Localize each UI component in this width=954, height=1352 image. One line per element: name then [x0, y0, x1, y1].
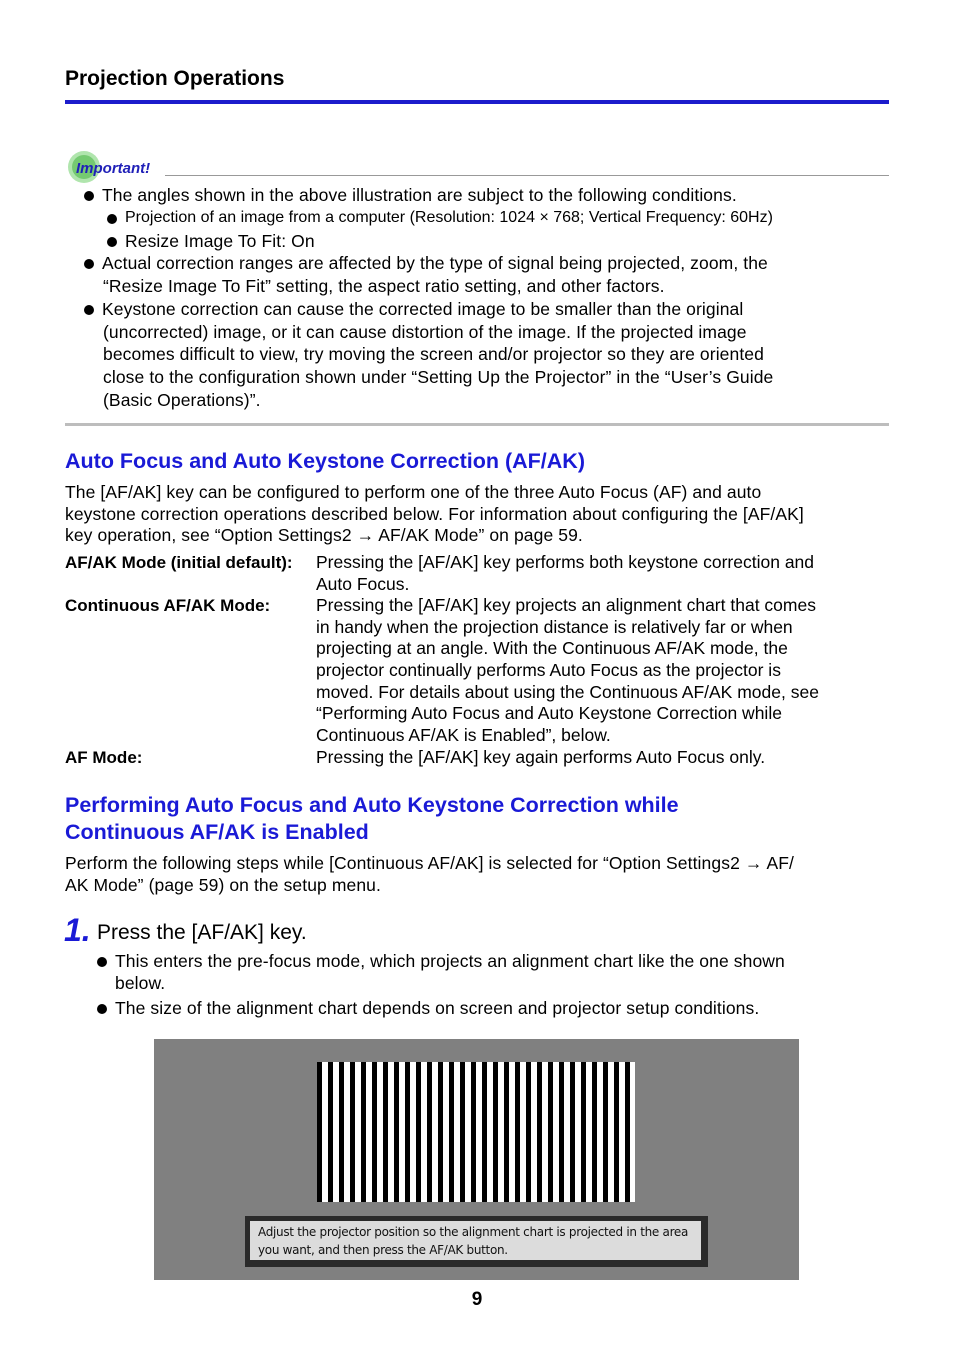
- important-bullet: Actual correction ranges are affected by the type of signal being projected, zoom, the: [84, 252, 768, 275]
- alignment-chart-stripes: [317, 1062, 635, 1202]
- bullet-dot-icon: [84, 305, 94, 315]
- section-header: Projection Operations: [65, 67, 285, 90]
- important-bullet-continued: “Resize Image To Fit” setting, the aspect ratio setting, and other factors.: [103, 276, 665, 296]
- step-bullet-continued: below.: [115, 973, 166, 993]
- alignment-message-line: Adjust the projector position so the alignment chart is projected in the area: [258, 1225, 689, 1239]
- important-bullet-continued: (Basic Operations)”.: [103, 390, 261, 410]
- important-rule: [165, 175, 889, 176]
- important-bullet: The angles shown in the above illustration are subject to the following conditions.: [84, 184, 737, 207]
- important-badge: [66, 150, 166, 186]
- important-sub-bullet: Resize Image To Fit: On: [107, 230, 315, 253]
- mode-description: “Performing Auto Focus and Auto Keystone Correction while: [316, 703, 782, 723]
- bullet-dot-icon: [97, 957, 107, 967]
- section-divider: [65, 423, 889, 426]
- alignment-chart-screen: [154, 1039, 799, 1280]
- important-sub-bullet: Projection of an image from a computer (Resolution: 1024 × 768; Vertical Frequency: 60Hz): [107, 207, 773, 230]
- afak-intro-line: key operation, see “Option Settings2 → AF/AK Mode” on page 59.: [65, 525, 583, 545]
- important-bullet-continued: close to the configuration shown under “Setting Up the Projector” in the “User’s Guide: [103, 367, 774, 387]
- step-bullet: The size of the alignment chart depends on screen and projector setup conditions.: [97, 997, 759, 1020]
- bullet-dot-icon: [84, 191, 94, 201]
- step-number: 1.: [64, 912, 91, 948]
- important-badge-label: Important!: [76, 160, 151, 177]
- performing-intro-line: AK Mode” (page 59) on the setup menu.: [65, 875, 381, 895]
- step-title: Press the [AF/AK] key.: [97, 921, 307, 944]
- important-bullet-continued: (uncorrected) image, or it can cause distortion of the image. If the projected image: [103, 322, 747, 342]
- page-number: 9: [471, 1289, 483, 1310]
- mode-description: in handy when the projection distance is relatively far or when: [316, 617, 793, 637]
- afak-heading: Auto Focus and Auto Keystone Correction (AF/AK): [65, 449, 585, 473]
- mode-description: Pressing the [AF/AK] key performs both keystone correction and: [316, 552, 815, 572]
- bullet-dot-icon: [107, 237, 117, 247]
- mode-description: moved. For details about using the Continuous AF/AK mode, see: [316, 682, 819, 702]
- mode-term: AF/AK Mode (initial default):: [65, 553, 293, 572]
- mode-description: Continuous AF/AK is Enabled”, below.: [316, 725, 611, 745]
- step-bullet: This enters the pre-focus mode, which projects an alignment chart like the one shown: [97, 950, 785, 973]
- mode-term: AF Mode:: [65, 748, 143, 767]
- bullet-dot-icon: [97, 1004, 107, 1014]
- afak-intro-line: The [AF/AK] key can be configured to perform one of the three Auto Focus (AF) and auto: [65, 482, 762, 502]
- mode-description: Pressing the [AF/AK] key again performs Auto Focus only.: [316, 747, 766, 767]
- mode-term: Continuous AF/AK Mode:: [65, 596, 271, 615]
- afak-intro-line: keystone correction operations described below. For information about configuring the [AF/AK]: [65, 504, 804, 524]
- important-bullet-continued: becomes difficult to view, try moving the screen and/or projector so they are oriented: [103, 344, 764, 364]
- alignment-message-line: you want, and then press the AF/AK button.: [258, 1243, 508, 1257]
- alignment-message: [250, 1221, 701, 1260]
- bullet-dot-icon: [107, 214, 117, 224]
- mode-description: projecting at an angle. With the Continuous AF/AK mode, the: [316, 638, 788, 658]
- mode-description: Auto Focus.: [316, 574, 410, 594]
- important-bullet: Keystone correction can cause the corrected image to be smaller than the original: [84, 298, 743, 321]
- bullet-dot-icon: [84, 259, 94, 269]
- performing-heading: Continuous AF/AK is Enabled: [65, 820, 369, 844]
- mode-description: projector continually performs Auto Focus as the projector is: [316, 660, 781, 680]
- performing-heading: Performing Auto Focus and Auto Keystone Correction while: [65, 793, 679, 817]
- performing-intro-line: Perform the following steps while [Continuous AF/AK] is selected for “Option Settings2 → AF/: [65, 853, 794, 873]
- mode-description: Pressing the [AF/AK] key projects an alignment chart that comes: [316, 595, 816, 615]
- header-rule: [65, 100, 889, 104]
- alignment-message-box: [245, 1216, 708, 1267]
